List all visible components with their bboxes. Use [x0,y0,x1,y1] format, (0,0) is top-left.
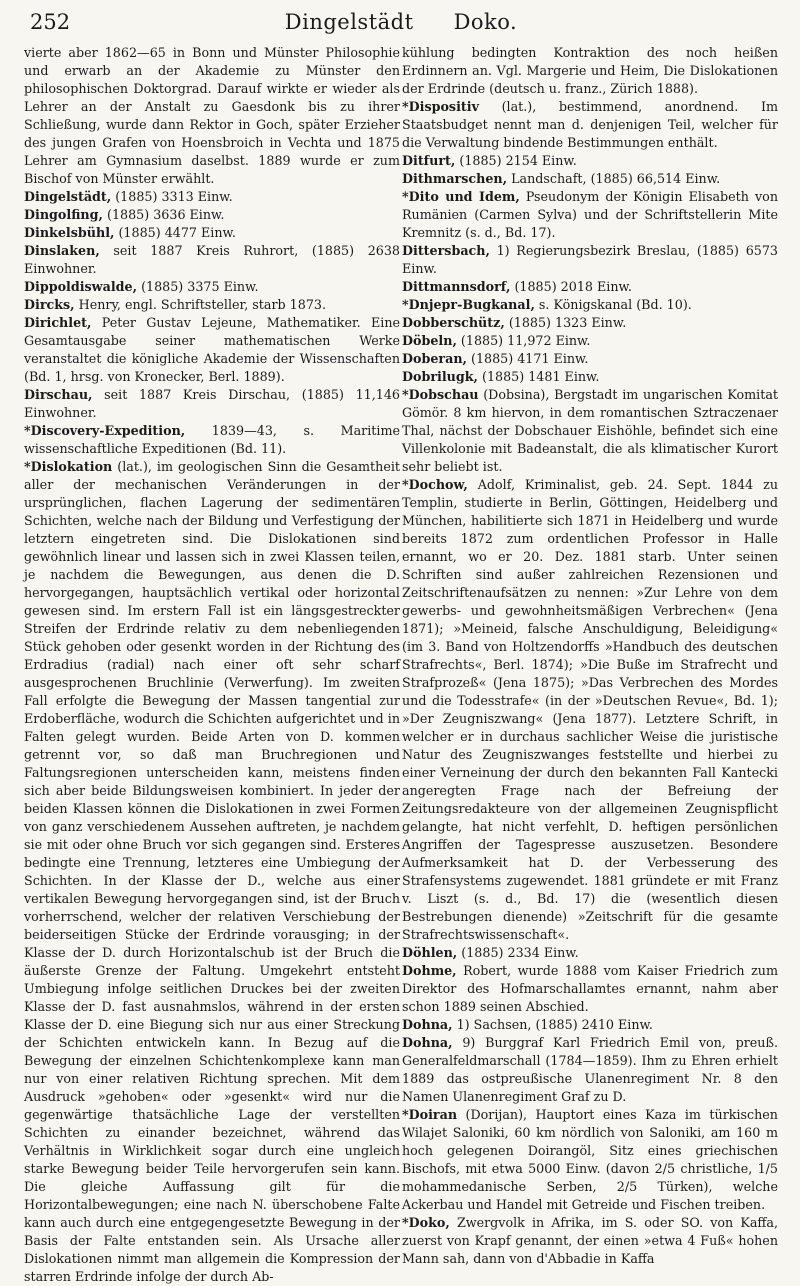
dictionary-entry [24,458,400,1286]
dictionary-entry [24,422,400,458]
dictionary-entry [402,314,778,332]
dictionary-entry [24,44,400,188]
entry-text: (1885) 4477 Einw. [118,225,236,240]
entry-headword: Dohna, [402,1035,453,1050]
entry-text: Zwergvolk in Afrika, im S. oder SO. von Kaffa, zuerst von Krapf genannt, der einen »etwa 4 Fuß« hohen Mann sah, dann von d'Abbadie in Kaffa [402,1215,778,1266]
dictionary-entry [24,278,400,296]
entry-text: (1885) 3636 Einw. [107,207,225,222]
entry-text: Adolf, Kriminalist, geb. 24. Sept. 1844 zu Templin, studierte in Berlin, Göttingen, Heidelberg und München, habilitierte sich 1871 in Heidelberg und wurde bereits 1872 zum ordentlichen Professor in Halle ernannt, wo er 20. Dez. 1881 starb. Unter seinen Schriften sind außer zahlreichen Rezensionen und Zeitschriftenaufsätzen zu nennen: »Zur Lehre von dem gewerbs- und gewohnheitsmäßigen Verbrechen« (Jena 1871); »Meineid, falsche Anschuldigung, Beleidigung« (im 3. Band von Holtzendorffs »Handbuch des deutschen Strafrechts«, Berl. 1874); »Die Buße im Strafrecht und Strafprozeß« (Jena 1875); »Das Verbrechen des Mordes und die Todesstrafe« (in der »Deutschen Revue«, Bd. 1); »Der Zeugniszwang« (Jena 1877). Letztere Schrift, in welcher er in durchaus sachlicher Weise die juristische Natur des Zeugniszwanges feststellte und hierbei zu einer Verneinung der durch den bekannten Fall Kantecki angeregten Frage nach der Befreiung der Zeitungsredakteure von der allgemeinen Zeugnispflicht gelangte, hat nicht verfehlt, D. heftigen persönlichen Angriffen der Tagespresse auszusetzen. Besondere Aufmerksamkeit hat D. der Verbesserung des Strafensystems zugewendet. 1881 gründete er mit Franz v. Liszt (s. d., Bd. 17) die (wesentlich diesen Bestrebungen dienende) »Zeitschrift für die gesamte Strafrechtswissenschaft«. [402,477,778,942]
dictionary-entry [24,242,400,278]
running-head-right: Doko. [453,10,518,34]
entry-headword: Dobberschütz, [402,315,505,330]
entry-text: 1) Regierungsbezirk Breslau, (1885) 6573 Einw. [402,243,778,276]
entry-text: vierte aber 1862—65 in Bonn und Münster Philosophie und erwarb an der Akademie zu Münster den philosophischen Doktorgrad. Darauf wirkte er wieder als Lehrer an der Anstalt zu Gaesdonk bis zu ihrer Schließung, wurde dann Rektor in Goch, später Erzieher des jungen Grafen von Hoensbroich in Vechta und 1875 Lehrer am Gymnasium daselbst. 1889 wurde er zum Bischof von Münster erwählt. [24,45,400,186]
entry-headword: Dittersbach, [402,243,490,258]
dictionary-entry [402,152,778,170]
text-columns [24,44,778,1286]
entry-text: (1885) 2018 Einw. [514,279,632,294]
entry-text: Landschaft, (1885) 66,514 Einw. [511,171,721,186]
entry-headword: *Discovery-Expedition, [24,423,186,438]
dictionary-entry [402,350,778,368]
entry-headword: *Dobschau [402,387,479,402]
entry-text: Pseudonym der Königin Elisabeth von Rumänien (Carmen Sylva) und der Schriftstellerin Mite Kremnitz (s. d., Bd. 17). [402,189,778,240]
entry-headword: Doberan, [402,351,467,366]
dictionary-entry [402,98,778,152]
entry-headword: *Doko, [402,1215,450,1230]
entry-text: (1885) 3375 Einw. [141,279,259,294]
dictionary-entry [24,188,400,206]
entry-text: (Dorijan), Hauptort eines Kaza im türkischen Wilajet Saloniki, 60 km nördlich von Saloniki, am 160 m hoch gelegenen Doirangöl, Sitz eines griechischen Bischofs, mit etwa 5000 Einw. (davon 2/5 christliche, 1/5 mohammedanische Serben, 2/5 Türken), welche Ackerbau und Handel mit Getreide und Fischen treiben. [402,1107,778,1212]
entry-headword: Dirichlet, [24,315,92,330]
dictionary-entry [24,386,400,422]
entry-text: 1839—43, s. Maritime wissenschaftliche Expeditionen (Bd. 11). [24,423,400,456]
dictionary-entry [402,476,778,944]
entry-text: seit 1887 Kreis Ruhrort, (1885) 2638 Einwohner. [24,243,400,276]
dictionary-entry [24,296,400,314]
running-head-left: Dingelstädt [284,10,414,34]
entry-text: (1885) 11,972 Einw. [460,333,591,348]
left-column [24,44,400,1286]
entry-headword: *Doiran [402,1107,458,1122]
dictionary-entry [24,224,400,242]
entry-text: Robert, wurde 1888 vom Kaiser Friedrich zum Direktor des Hofmarschallamtes ernannt, nahm aber schon 1889 seinen Abschied. [402,963,778,1014]
entry-text: s. Königskanal (Bd. 10). [538,297,692,312]
entry-headword: Dinslaken, [24,243,100,258]
dictionary-entry [402,188,778,242]
entry-headword: Dohme, [402,963,457,978]
dictionary-entry [402,44,778,98]
dictionary-entry [402,1106,778,1214]
entry-headword: Dingolfing, [24,207,103,222]
dictionary-entry [402,386,778,476]
dictionary-entry [402,962,778,1016]
entry-headword: Dobrilugk, [402,369,478,384]
entry-text: seit 1887 Kreis Dirschau, (1885) 11,146 Einwohner. [24,387,400,420]
running-head [24,10,778,34]
entry-text: (1885) 1323 Einw. [508,315,627,330]
entry-headword: Döhlen, [402,945,458,960]
entry-text: 1) Sachsen, (1885) 2410 Einw. [456,1017,653,1032]
dictionary-entry [402,242,778,278]
dictionary-entry [24,314,400,386]
entry-headword: Dittmannsdorf, [402,279,511,294]
entry-headword: Dinkelsbühl, [24,225,115,240]
entry-text: kühlung bedingten Kontraktion des noch heißen Erdinnern an. Vgl. Margerie und Heim, Die Dislokationen der Erdrinde (deutsch u. franz., Zürich 1888). [402,45,778,96]
page-header [24,0,778,44]
entry-text: (1885) 2154 Einw. [459,153,577,168]
dictionary-entry [402,1016,778,1034]
entry-text: (1885) 2334 Einw. [461,945,579,960]
entry-text: (1885) 1481 Einw. [482,369,600,384]
dictionary-entry [402,170,778,188]
right-column [402,44,778,1286]
entry-text: (lat.), bestimmend, anordnend. Im Staatsbudget nennt man d. denjenigen Teil, welcher für die Verwaltung bindende Bestimmungen enthält. [402,99,778,150]
entry-headword: *Dito und Idem, [402,189,520,204]
entry-headword: Dingelstädt, [24,189,112,204]
dictionary-entry [402,1214,778,1268]
dictionary-entry [402,296,778,314]
entry-text: (Dobsina), Bergstadt im ungarischen Komitat Gömör. 8 km hiervon, in dem romantischen Sztraczenaer Thal, nächst der Dobschauer Eishöhle, befindet sich eine Villenkolonie mit Badeanstalt, die als klimatischer Kurort sehr beliebt ist. [402,387,778,474]
entry-headword: Dippoldiswalde, [24,279,138,294]
entry-headword: *Dislokation [24,459,113,474]
entry-text: (1885) 4171 Einw. [471,351,589,366]
dictionary-entry [24,206,400,224]
entry-headword: Döbeln, [402,333,457,348]
entry-headword: Dircks, [24,297,75,312]
entry-headword: *Dispositiv [402,99,479,114]
dictionary-entry [402,278,778,296]
entry-headword: Dirschau, [24,387,93,402]
entry-text: (1885) 3313 Einw. [115,189,233,204]
entry-headword: Dithmarschen, [402,171,508,186]
dictionary-entry [402,332,778,350]
dictionary-entry [402,944,778,962]
entry-text: 9) Burggraf Karl Friedrich Emil von, preuß. Generalfeldmarschall (1784—1859). Ihm zu Ehren erhielt 1889 das ostpreußische Ulanenregiment Nr. 8 den Namen Ulanenregiment Graf zu D. [402,1035,778,1104]
entry-headword: *Dnjepr-Bugkanal, [402,297,535,312]
entry-headword: *Dochow, [402,477,468,492]
entry-text: Henry, engl. Schriftsteller, starb 1873. [78,297,327,312]
entry-text: (lat.), im geologischen Sinn die Gesamtheit aller der mechanischen Veränderungen in der ursprünglichen, flachen Lagerung der sedimentären Schichten, welche nach der Bildung und Verfestigung der letztern eingetreten sind. Die Dislokationen sind gewöhnlich linear und lassen sich in zwei Klassen teilen, je nachdem die Bewegungen, aus denen die D. hervorgegangen, hauptsächlich vertikal oder horizontal gewesen sind. Im erstern Fall ist ein längsgestreckter Streifen der Erdrinde relativ zu dem nebenliegenden Stück gehoben oder gesenkt worden in der Richtung des Erdradius (radial) nach einer oft sehr scharf ausgesprochenen Bruchlinie (Verwerfung). Im zweiten Fall erfolgte die Bewegung der Massen tangential zur Erdoberfläche, wodurch die Schichten aufgerichtet und in Falten gelegt wurden. Beide Arten von D. kommen getrennt vor, so daß man Bruchregionen und Faltungsregionen unterscheiden kann, meistens finden sich aber beide Bildungsweisen kombiniert. In jeder der beiden Klassen können die Dislokationen in zwei Formen von ganz verschiedenem Aussehen auftreten, je nachdem sie mit oder ohne Bruch vor sich gegangen sind. Ersteres bedingte eine Trennung, letzteres eine Umbiegung der Schichten. In der Klasse der D., welche aus einer vertikalen Bewegung hervorgegangen sind, ist der Bruch vorherrschend, welcher der relativen Verschiebung der beiderseitigen Stücke der Erdrinde vorausging; in der Klasse der D. durch Horizontalschub ist der Bruch die äußerste Grenze der Faltung. Umgekehrt entsteht Umbiegung infolge seitlichen Druckes bei der zweiten Klasse der D. fast ausnahmslos, während in der ersten Klasse der D. eine Biegung sich nur aus einer Streckung der Schichten entwickeln kann. In Bezug auf die Bewegung der einzelnen Schichtenkomplexe kann man nur von einer relativen Richtung sprechen. Mit dem Ausdruck »gehoben« oder »gesenkt« wird nur die gegenwärtige thatsächliche Lage der verstellten Schichten zu einander bezeichnet, während das Verhältnis in Wirklichkeit sogar durch eine ungleich starke Bewegung beider Teile hervorgerufen sein kann. Die gleiche Auffassung gilt für die Horizontalbewegungen; eine nach N. überschobene Falte kann auch durch eine entgegengesetzte Bewegung in der Basis der Falte entstanden sein. Als Ursache aller Dislokationen nimmt man allgemein die Kompression der starren Erdrinde infolge der durch Ab- [24,459,400,1284]
entry-headword: Dohna, [402,1017,453,1032]
entry-text: Peter Gustav Lejeune, Mathematiker. Eine Gesamtausgabe seiner mathematischen Werke veranstaltet die königliche Akademie der Wissenschaften (Bd. 1, hrsg. von Kronecker, Berl. 1889). [24,315,400,384]
dictionary-entry [402,368,778,386]
dictionary-entry [402,1034,778,1106]
entry-headword: Ditfurt, [402,153,456,168]
page-number: 252 [30,10,71,34]
